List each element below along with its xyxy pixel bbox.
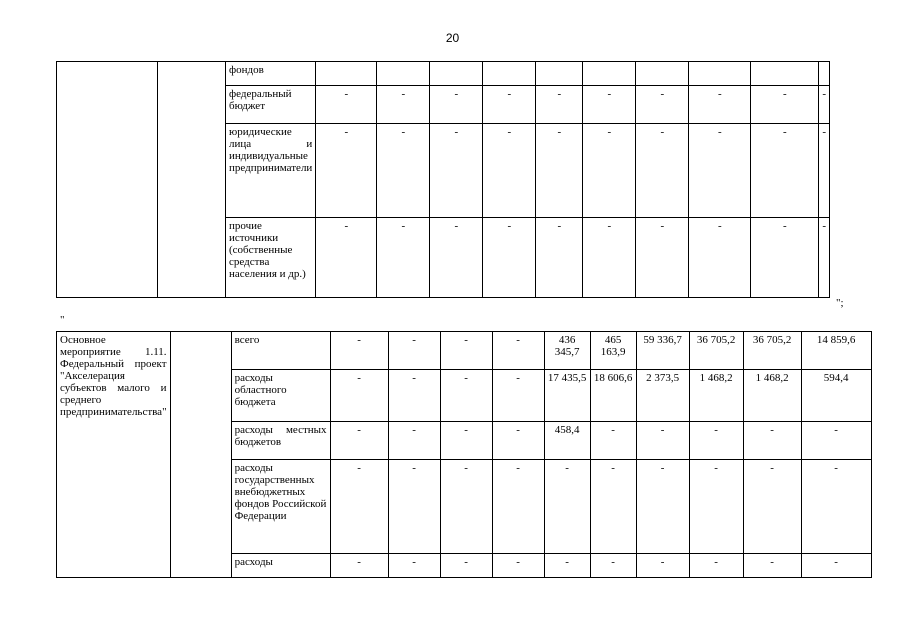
value-cell: 436 345,7	[544, 332, 590, 370]
value-cell	[751, 62, 819, 86]
value-cell: -	[440, 370, 492, 422]
row-label: юридические лица и индивидуальные предприниматели	[226, 124, 316, 218]
value-cell: -	[316, 86, 377, 124]
value-cell: -	[388, 554, 440, 578]
row-label: расходы областного бюджета	[231, 370, 330, 422]
value-cell: -	[483, 86, 536, 124]
closing-quote: ";	[836, 297, 844, 309]
row-label: федеральный бюджет	[226, 86, 316, 124]
value-cell	[316, 62, 377, 86]
value-cell: -	[388, 460, 440, 554]
value-cell: -	[430, 218, 483, 298]
value-cell: -	[377, 86, 430, 124]
value-cell: -	[751, 86, 819, 124]
value-cell	[377, 62, 430, 86]
value-cell	[689, 62, 751, 86]
value-cell: -	[483, 124, 536, 218]
value-cell	[819, 62, 830, 86]
value-cell: -	[330, 554, 388, 578]
value-cell: 1 468,2	[743, 370, 801, 422]
value-cell: 17 435,5	[544, 370, 590, 422]
value-cell: -	[536, 124, 583, 218]
value-cell: 36 705,2	[743, 332, 801, 370]
value-cell: -	[636, 86, 689, 124]
value-cell: -	[636, 422, 689, 460]
table-row	[57, 62, 830, 86]
value-cell: -	[583, 218, 636, 298]
value-cell: -	[636, 460, 689, 554]
value-cell: -	[636, 218, 689, 298]
value-cell: -	[583, 124, 636, 218]
value-cell: -	[743, 422, 801, 460]
row-label: расходы	[231, 554, 330, 578]
value-cell	[430, 62, 483, 86]
value-cell: -	[330, 422, 388, 460]
value-cell: -	[492, 332, 544, 370]
value-cell: 36 705,2	[689, 332, 743, 370]
value-cell: -	[801, 460, 871, 554]
funding-table-measure-1-11	[56, 331, 872, 578]
value-cell: -	[330, 370, 388, 422]
value-cell	[636, 62, 689, 86]
value-cell: 59 336,7	[636, 332, 689, 370]
value-cell: -	[440, 422, 492, 460]
value-cell: -	[536, 86, 583, 124]
value-cell: -	[590, 554, 636, 578]
value-cell: 2 373,5	[636, 370, 689, 422]
value-cell: -	[544, 460, 590, 554]
value-cell: -	[388, 422, 440, 460]
row-label: расходы местных бюджетов	[231, 422, 330, 460]
value-cell: -	[536, 218, 583, 298]
value-cell: -	[590, 422, 636, 460]
value-cell: -	[316, 218, 377, 298]
row-label: прочие источники (собственные средства населения и др.)	[226, 218, 316, 298]
empty-executor-cell	[158, 62, 226, 298]
value-cell: -	[590, 460, 636, 554]
row-label: всего	[231, 332, 330, 370]
value-cell: -	[689, 86, 751, 124]
row-label: фондов	[226, 62, 316, 86]
opening-quote: "	[60, 314, 65, 326]
value-cell: -	[743, 460, 801, 554]
value-cell	[583, 62, 636, 86]
value-cell	[536, 62, 583, 86]
value-cell: -	[689, 554, 743, 578]
value-cell: -	[483, 218, 536, 298]
value-cell: -	[430, 86, 483, 124]
value-cell: -	[430, 124, 483, 218]
value-cell: -	[330, 332, 388, 370]
table-row	[57, 332, 872, 370]
funding-table-continued	[56, 61, 830, 298]
value-cell: -	[492, 554, 544, 578]
value-cell: 1 468,2	[689, 370, 743, 422]
value-cell: -	[492, 422, 544, 460]
value-cell: 14 859,6	[801, 332, 871, 370]
value-cell: 465 163,9	[590, 332, 636, 370]
value-cell: 18 606,6	[590, 370, 636, 422]
measure-name-cell: Основное мероприятие 1.11. Федеральный проект "Акселерация субъектов малого и среднего предпринимательства"	[57, 332, 171, 578]
value-cell: -	[636, 554, 689, 578]
value-cell: -	[388, 370, 440, 422]
value-cell: -	[377, 124, 430, 218]
value-cell: -	[689, 422, 743, 460]
value-cell: -	[440, 554, 492, 578]
value-cell: -	[492, 370, 544, 422]
value-cell: -	[440, 332, 492, 370]
page-number: 20	[445, 31, 460, 45]
row-label: расходы государственных внебюджетных фондов Российской Федерации	[231, 460, 330, 554]
value-cell: -	[377, 218, 430, 298]
value-cell: -	[751, 124, 819, 218]
value-cell: -	[636, 124, 689, 218]
empty-executor-cell	[170, 332, 231, 578]
empty-measure-cell	[57, 62, 158, 298]
value-cell: -	[801, 422, 871, 460]
value-cell: -	[819, 218, 830, 298]
value-cell: -	[689, 218, 751, 298]
value-cell: -	[388, 332, 440, 370]
value-cell: -	[801, 554, 871, 578]
value-cell: -	[330, 460, 388, 554]
value-cell: -	[440, 460, 492, 554]
value-cell	[483, 62, 536, 86]
value-cell: -	[819, 86, 830, 124]
value-cell: -	[492, 460, 544, 554]
value-cell: -	[689, 124, 751, 218]
value-cell: -	[316, 124, 377, 218]
value-cell: -	[743, 554, 801, 578]
value-cell: -	[544, 554, 590, 578]
value-cell: 594,4	[801, 370, 871, 422]
value-cell: -	[819, 124, 830, 218]
value-cell: -	[689, 460, 743, 554]
value-cell: -	[751, 218, 819, 298]
value-cell: 458,4	[544, 422, 590, 460]
value-cell: -	[583, 86, 636, 124]
